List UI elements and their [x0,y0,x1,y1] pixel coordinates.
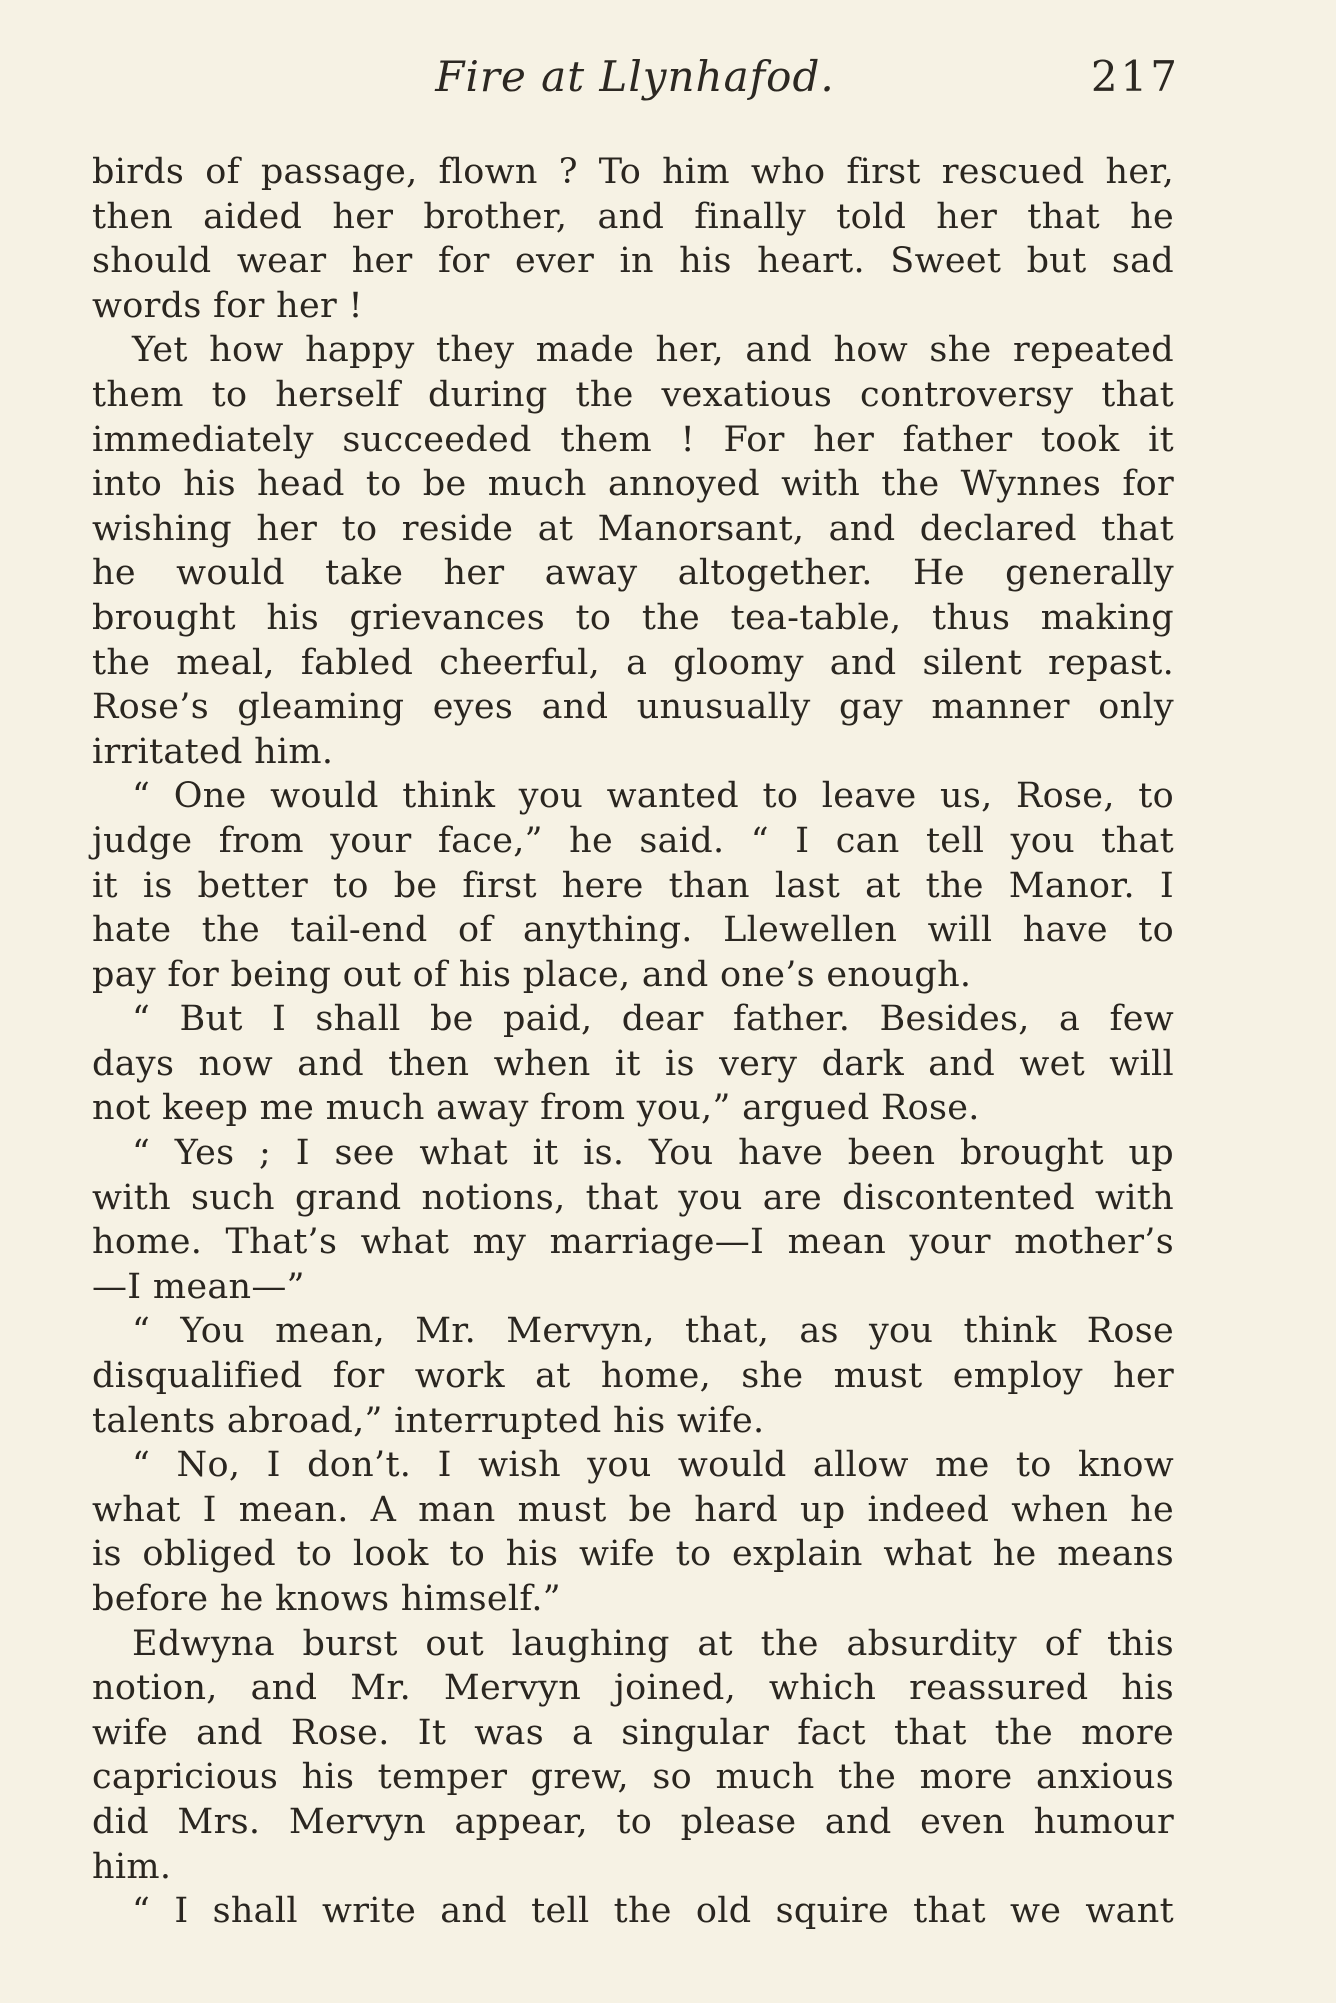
text-line: “ I shall write and tell the old squire that we want [132,1891,1174,1932]
text-line: words for her ! [92,285,363,326]
text-line: into his head to be much annoyed with the Wynnes for [92,464,1174,505]
text-line: “ But I shall be paid, dear father. Besides, a few [132,999,1174,1040]
text-line: disqualified for work at home, she must employ her [92,1356,1174,1397]
text-line: Yet how happy they made her, and how she repeated [132,330,1174,371]
text-line: it is better to be first here than last at the Manor. I [92,865,1174,906]
text-line: immediately succeeded them ! For her father took it [92,419,1174,460]
text-line: “ Yes ; I see what it is. You have been brought up [132,1133,1174,1174]
text-line: not keep me much away from you,” argued Rose. [92,1088,980,1129]
text-line: brought his grievances to the tea-table, thus making [92,597,1174,638]
text-line: “ No, I don’t. I wish you would allow me to know [132,1445,1174,1486]
text-line: birds of passage, flown ? To him who first rescued her, [92,152,1174,192]
body-text [92,150,1174,1934]
text-line: wife and Rose. It was a singular fact that the more [92,1712,1174,1753]
text-line: with such grand notions, that you are discontented with [92,1177,1174,1218]
text-line: Rose’s gleaming eyes and unusually gay manner only [92,687,1174,728]
text-line: is obliged to look to his wife to explain what he means [92,1534,1174,1575]
text-line: —I mean—” [92,1266,305,1307]
text-line: pay for being out of his place, and one’s enough. [92,954,972,995]
text-line: talents abroad,” interrupted his wife. [92,1400,765,1441]
text-line: should wear her for ever in his heart. Sweet but sad [92,241,1174,282]
text-line: hate the tail-end of anything. Llewellen will have to [92,910,1174,951]
text-line: home. That’s what my marriage—I mean your mother’s [92,1222,1174,1263]
text-line: notion, and Mr. Mervyn joined, which reassured his [92,1668,1174,1709]
text-line: then aided her brother, and finally told her that he [92,196,1174,237]
text-line: capricious his temper grew, so much the more anxious [92,1757,1174,1798]
text-line: before he knows himself.” [92,1579,561,1619]
running-title: Fire at Llynhafod. [435,52,835,101]
page-number: 217 [1090,52,1180,101]
text-line: did Mrs. Mervyn appear, to please and even humour [92,1801,1174,1842]
text-line: days now and then when it is very dark and wet will [92,1043,1174,1084]
text-line: he would take her away altogether. He generally [92,553,1174,594]
text-line: “ One would think you wanted to leave us, Rose, to [132,776,1174,817]
text-line: wishing her to reside at Manorsant, and declared that [92,508,1174,549]
text-line: judge from your face,” he said. “ I can tell you that [92,820,1174,861]
text-line: him. [92,1846,172,1887]
text-line: irritated him. [92,731,334,772]
text-line: the meal, fabled cheerful, a gloomy and silent repast. [92,642,1174,683]
page-header [90,52,1180,112]
text-line: them to herself during the vexatious controversy that [92,374,1174,415]
text-line: “ You mean, Mr. Mervyn, that, as you think Rose [132,1311,1174,1352]
text-line: Edwyna burst out laughing at the absurdity of this [132,1623,1174,1664]
text-line: what I mean. A man must be hard up indeed when he [92,1489,1174,1530]
